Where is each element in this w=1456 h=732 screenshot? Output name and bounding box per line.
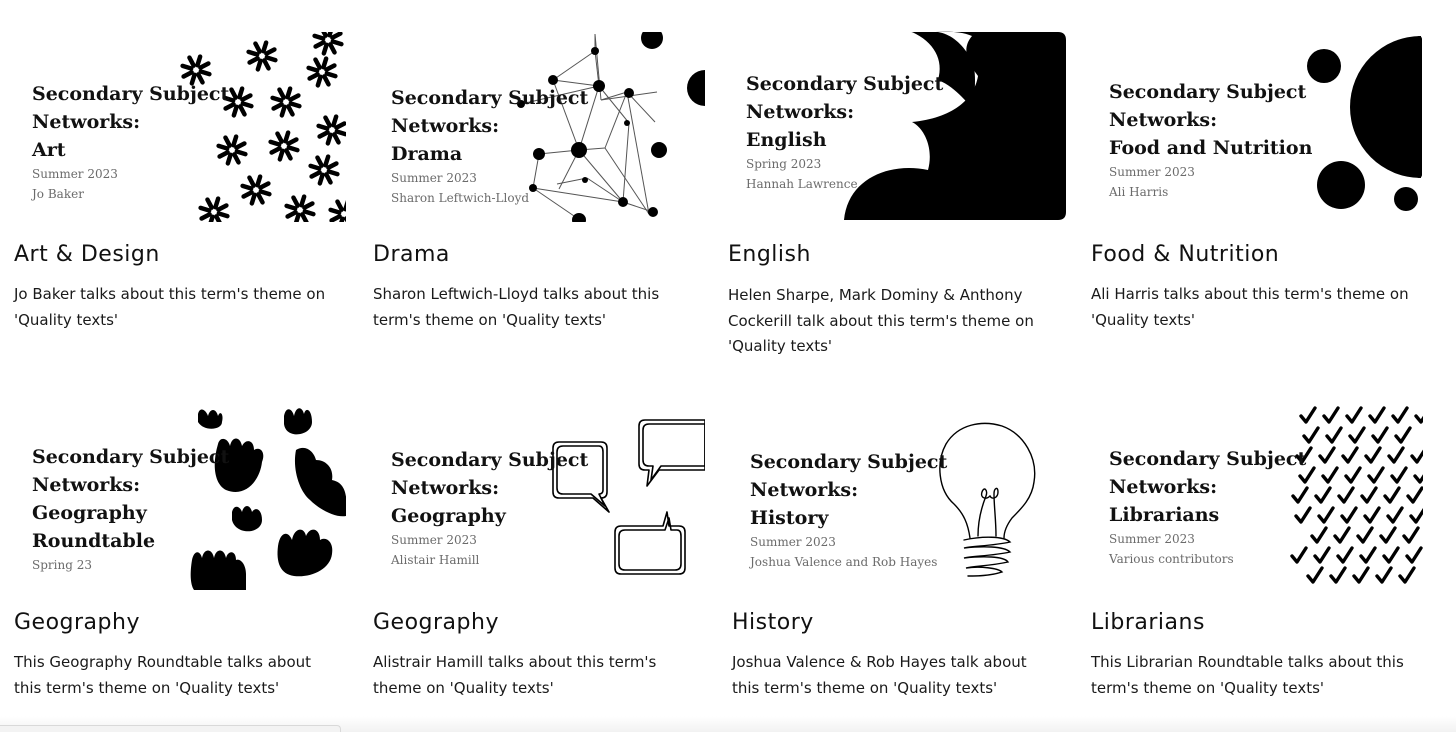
card-description: This Librarian Roundtable talks about this term's theme on 'Quality texts' [1091,653,1404,697]
card-description: This Geography Roundtable talks about this term's theme on 'Quality texts' [14,653,312,697]
card-thumbnail[interactable]: Secondary Subject Networks: Geography Roundtable Spring 23 [14,400,346,590]
card-title[interactable]: Geography [14,610,140,635]
card-thumbnail[interactable]: Secondary Subject Networks: English Spring 2023 Hannah Lawrence [728,30,1068,222]
card-title[interactable]: Geography [373,610,499,635]
card-thumbnail[interactable]: Secondary Subject Networks: Drama Summer 2023 Sharon Leftwich-Lloyd [373,32,705,222]
card-description: Helen Sharpe, Mark Dominy & Anthony Cockerill talk about this term's theme on 'Quality texts' [728,286,1034,355]
card-title[interactable]: Librarians [1091,610,1205,635]
horizontal-scrollbar[interactable] [0,725,341,732]
card-thumbnail[interactable]: Secondary Subject Networks: Food and Nutrition Summer 2023 Ali Harris [1091,32,1423,222]
card-title[interactable]: English [728,242,811,267]
card-title[interactable]: Food & Nutrition [1091,242,1280,267]
card-description: Alistrair Hamill talks about this term's theme on 'Quality texts' [373,653,657,697]
card-thumbnail[interactable]: Secondary Subject Networks: Geography Summer 2023 Alistair Hamill [373,400,705,590]
card-title[interactable]: Art & Design [14,242,160,267]
card-thumbnail[interactable]: Secondary Subject Networks: Librarians Summer 2023 Various contributors [1091,400,1423,590]
card-description: Joshua Valence & Rob Hayes talk about this term's theme on 'Quality texts' [732,653,1027,697]
card-description: Jo Baker talks about this term's theme on 'Quality texts' [14,285,326,329]
card-title[interactable]: Drama [373,242,450,267]
card-thumbnail[interactable]: Secondary Subject Networks: History Summer 2023 Joshua Valence and Rob Hayes [732,400,1064,590]
card-thumbnail[interactable]: Secondary Subject Networks: Art Summer 2023 Jo Baker [14,32,346,222]
card-title[interactable]: History [732,610,814,635]
card-description: Sharon Leftwich-Lloyd talks about this term's theme on 'Quality texts' [373,285,660,329]
card-description: Ali Harris talks about this term's theme on 'Quality texts' [1091,285,1409,329]
